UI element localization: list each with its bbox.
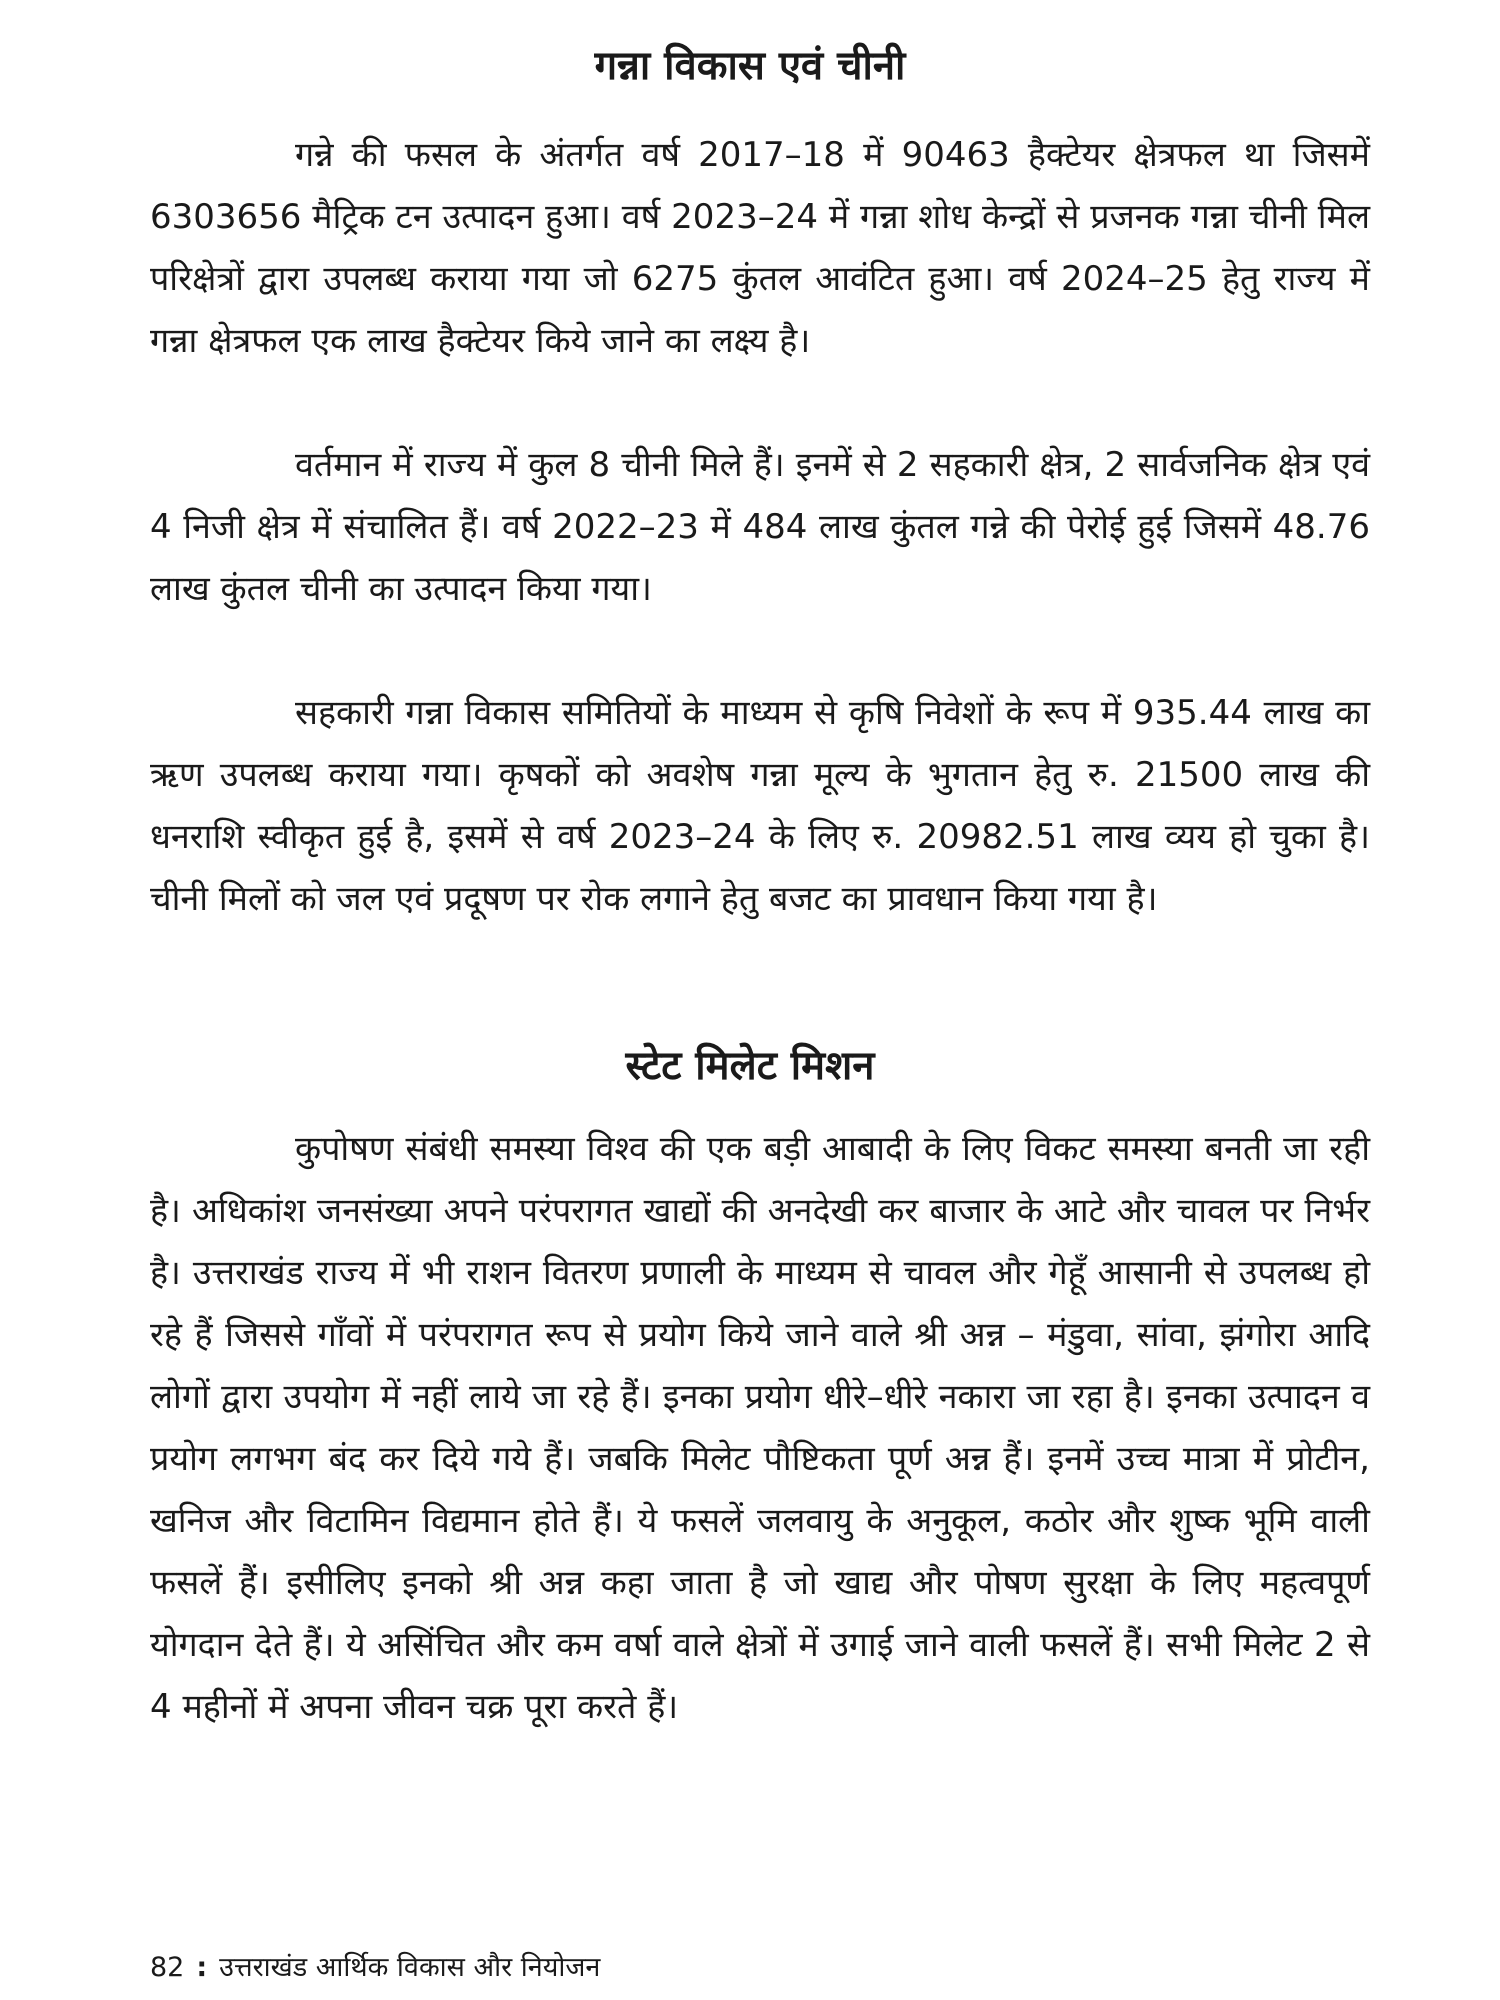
paragraph-cooperative-loans: सहकारी गन्ना विकास समितियों के माध्यम से कृषि निवेशों के रूप में 935.44 लाख का ऋण उपलब्ध कराया गया। कृषकों को अवशेष गन्ना मूल्य के भुगतान हेतु रु. 21500 लाख की धनराशि स्वीकृत हुई है, इसमें से वर्ष 2023–24 के लिए रु. 20982.51 लाख व्यय हो चुका है। चीनी मिलों को जल एवं प्रदूषण पर रोक लगाने हेतु बजट का प्रावधान किया गया है। — [150, 693, 1370, 919]
paragraph-sugarcane-area: गन्ने की फसल के अंतर्गत वर्ष 2017–18 में 90463 हैक्टेयर क्षेत्रफल था जिसमें 6303656 मैट्रिक टन उत्पादन हुआ। वर्ष 2023–24 में गन्ना शोध केन्द्रों से प्रजनक गन्ना चीनी मिल परिक्षेत्रों द्वारा उपलब्ध कराया गया जो 6275 कुंतल आवंटित हुआ। वर्ष 2024–25 हेतु राज्य में गन्ना क्षेत्रफल एक लाख हैक्टेयर किये जाने का लक्ष्य है। — [150, 135, 1370, 361]
page-number: 82 — [150, 1952, 185, 1983]
paragraph-sugar-mills: वर्तमान में राज्य में कुल 8 चीनी मिले हैं। इनमें से 2 सहकारी क्षेत्र, 2 सार्वजनिक क्षेत्र एवं 4 निजी क्षेत्र में संचालित हैं। वर्ष 2022–23 में 484 लाख कुंतल गन्ने की पेरोई हुई जिसमें 48.76 लाख कुंतल चीनी का उत्पादन किया गया। — [150, 445, 1370, 609]
footer-separator: : — [196, 1952, 208, 1983]
book-title: उत्तराखंड आर्थिक विकास और नियोजन — [219, 1952, 601, 1983]
page-footer — [150, 1950, 600, 1986]
section-heading-millet-mission: स्टेट मिलेट मिशन — [625, 1043, 875, 1089]
paragraph-malnutrition-millets: कुपोषण संबंधी समस्या विश्व की एक बड़ी आबादी के लिए विकट समस्या बनती जा रही है। अधिकांश जनसंख्या अपने परंपरागत खाद्यों की अनदेखी कर बाजार के आटे और चावल पर निर्भर है। उत्तराखंड राज्य में भी राशन वितरण प्रणाली के माध्यम से चावल और गेहूँ आसानी से उपलब्ध हो रहे हैं जिससे गाँवों में परंपरागत रूप से प्रयोग किये जाने वाले श्री अन्न – मंडुवा, सांवा, झंगोरा आदि लोगों द्वारा उपयोग में नहीं लाये जा रहे हैं। इनका प्रयोग धीरे–धीरे नकारा जा रहा है। इनका उत्पादन व प्रयोग लगभग बंद कर दिये गये हैं। जबकि मिलेट पौष्टिकता पूर्ण अन्न हैं। इनमें उच्च मात्रा में प्रोटीन, खनिज और विटामिन विद्यमान होते हैं। ये फसलें जलवायु के अनुकूल, कठोर और शुष्क भूमि वाली फसलें हैं। इसीलिए इनको श्री अन्न कहा जाता है जो खाद्य और पोषण सुरक्षा के लिए महत्वपूर्ण योगदान देते हैं। ये असिंचित और कम वर्षा वाले क्षेत्रों में उगाई जाने वाली फसलें हैं। सभी मिलेट 2 से 4 महीनों में अपना जीवन चक्र पूरा करते हैं। — [150, 1129, 1370, 1727]
section-heading-sugarcane: गन्ना विकास एवं चीनी — [594, 43, 906, 89]
